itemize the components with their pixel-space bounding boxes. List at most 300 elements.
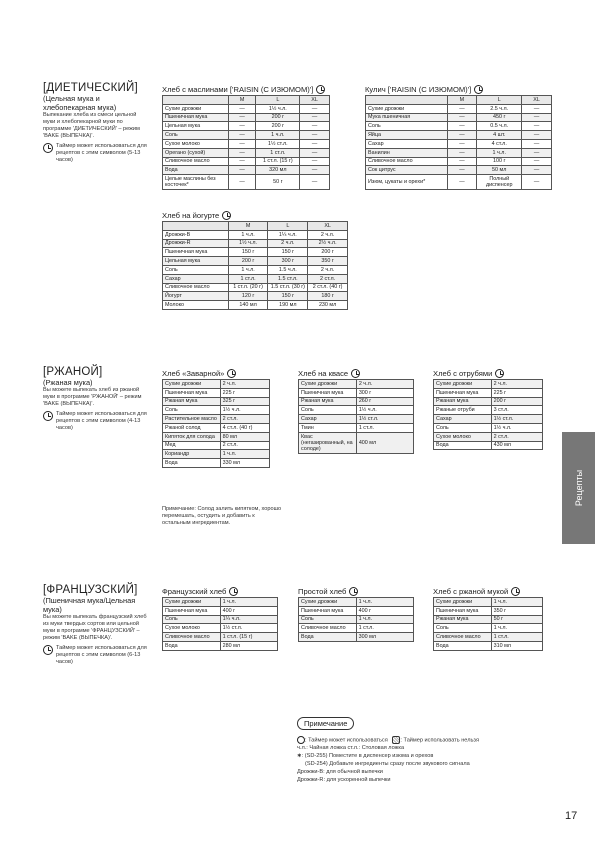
- ingredient-cell: Растительное масло: [163, 415, 221, 424]
- amount-cell: 0.5 ч.л.: [477, 122, 522, 131]
- amount-cell: 230 мл: [308, 301, 348, 310]
- amount-cell: 190 мл: [268, 301, 308, 310]
- note-line: Дрожжи-B: для обычной выпечки: [297, 769, 383, 776]
- recipe-title: [433, 368, 543, 379]
- ingredient-cell: Вода: [434, 441, 492, 450]
- table-row: [163, 274, 348, 283]
- note-line: : Таймер может использоваться: [305, 737, 388, 744]
- table-row: [163, 131, 330, 140]
- column-header: [163, 96, 229, 105]
- amount-cell: 2½ ч.л.: [308, 239, 348, 248]
- timer-note: [43, 411, 148, 432]
- amount-cell: 1 ч.л.: [228, 230, 268, 239]
- amount-cell: 2 ст.л.: [220, 441, 269, 450]
- amount-cell: 2 ч.л.: [220, 380, 269, 389]
- table-row: [366, 157, 552, 166]
- amount-cell: 1 ст.л.: [256, 148, 300, 157]
- table-row: [163, 606, 278, 615]
- section-description: Вы можете выпекать французский хлеб из муки твердых сортов или цельной муки в программе 'ФРАНЦУЗСКИЙ' – режим 'BAKE (ВЫПЕЧКА)'.: [43, 614, 147, 641]
- ingredient-cell: Ржаная мука: [163, 397, 221, 406]
- table-row: [366, 131, 552, 140]
- column-header: L: [477, 96, 522, 105]
- ingredient-cell: Соль: [163, 406, 221, 415]
- table-row: [434, 380, 543, 389]
- amount-cell: 1 ст.л.: [356, 423, 413, 432]
- table-row: [163, 624, 278, 633]
- note-line: (SD-254) Добавьте ингредиенты сразу после звукового сигнала: [305, 761, 470, 768]
- amount-cell: 1½ ст.л.: [256, 139, 300, 148]
- ingredient-cell: Кориандр: [163, 450, 221, 459]
- amount-cell: 300 г: [268, 257, 308, 266]
- section-subtitle: (Пшеничная мука/Цельная мука): [43, 596, 136, 614]
- amount-cell: —: [228, 131, 256, 140]
- amount-cell: 1 ч.л.: [220, 598, 277, 607]
- amount-cell: —: [522, 157, 552, 166]
- ingredient-cell: Вода: [434, 641, 492, 650]
- amount-cell: —: [228, 139, 256, 148]
- timer-clock-icon: [229, 587, 238, 596]
- table-row: [299, 388, 414, 397]
- recipe-title-text: Хлеб «Заварной»: [162, 369, 225, 378]
- amount-cell: —: [522, 175, 552, 190]
- timer-clock-icon: [297, 736, 305, 744]
- recipe-zavarnoy: [162, 368, 270, 468]
- recipe-title: [162, 586, 278, 597]
- table-row: [163, 139, 330, 148]
- table-row: [434, 397, 543, 406]
- amount-cell: 1.5 ст.л.: [268, 274, 308, 283]
- amount-cell: 4 ст.л. (40 г): [220, 423, 269, 432]
- section-description: Выпекание хлеба из смеси цельной муки и хлебопекарной муки по программе 'ДИЕТИЧЕСКИЙ' – режим 'BAKE (ВЫПЕЧКА)'.: [43, 112, 140, 139]
- table-row: [299, 624, 414, 633]
- table-row: [434, 432, 543, 441]
- ingredient-cell: Соль: [434, 423, 492, 432]
- timer-note-text: Таймер может использоваться для рецептов с этим символом (4-13 часов): [56, 411, 147, 431]
- table-row: [163, 175, 330, 190]
- table-row: [366, 113, 552, 122]
- table-row: [163, 257, 348, 266]
- ingredient-cell: Пшеничная мука: [434, 606, 492, 615]
- table-row: [163, 450, 270, 459]
- ingredient-cell: Сухие дрожжи: [434, 598, 492, 607]
- ingredient-cell: Сливочное масло: [434, 633, 492, 642]
- table-row: [366, 122, 552, 131]
- ingredient-cell: Тмин: [299, 423, 357, 432]
- table-row: [366, 148, 552, 157]
- recipe-title-text: Хлеб с ржаной мукой: [433, 587, 509, 596]
- amount-cell: 325 г: [220, 397, 269, 406]
- recipe-french: [162, 586, 278, 651]
- amount-cell: 4 ст.л.: [477, 139, 522, 148]
- table-row: [163, 423, 270, 432]
- amount-cell: —: [447, 122, 477, 131]
- amount-cell: 2 ч.л.: [308, 265, 348, 274]
- amount-cell: 80 мл: [220, 432, 269, 441]
- timer-clock-icon: [222, 211, 231, 220]
- ingredient-cell: Сухие дрожжи: [434, 380, 492, 389]
- ingredient-cell: Сухое молоко: [434, 432, 492, 441]
- amount-cell: 3 ст.л.: [491, 406, 542, 415]
- ingredient-cell: Йогурт: [163, 292, 229, 301]
- table-row: [163, 283, 348, 292]
- amount-cell: 430 мл: [491, 441, 542, 450]
- table-row: [163, 113, 330, 122]
- amount-cell: 350 г: [308, 257, 348, 266]
- amount-cell: —: [228, 157, 256, 166]
- ingredient-cell: Соль: [163, 615, 221, 624]
- amount-cell: —: [228, 175, 256, 190]
- table-row: [163, 301, 348, 310]
- timer-clock-icon: [43, 143, 53, 153]
- ingredient-cell: Сливочное масло: [163, 157, 229, 166]
- amount-cell: 1 ч.л.: [228, 265, 268, 274]
- amount-cell: —: [522, 113, 552, 122]
- note-line: Дрожжи-R: для ускоренной выпечки: [297, 777, 391, 784]
- column-header: XL: [522, 96, 552, 105]
- ingredient-cell: Соль: [163, 131, 229, 140]
- ingredient-cell: Соль: [366, 122, 448, 131]
- amount-cell: —: [522, 104, 552, 113]
- ingredient-cell: Сухое молоко: [163, 139, 229, 148]
- amount-cell: —: [447, 157, 477, 166]
- ingredient-cell: Пшеничная мука: [163, 388, 221, 397]
- amount-cell: —: [522, 139, 552, 148]
- ingredient-cell: Ржаная мука: [299, 397, 357, 406]
- section-diet: [43, 82, 148, 164]
- table-row: [366, 166, 552, 175]
- recipe-title: [298, 586, 414, 597]
- table-header-row: [163, 96, 330, 105]
- recipe-title: [433, 586, 543, 597]
- ingredient-cell: Сухое молоко: [163, 624, 221, 633]
- recipe-table: [365, 95, 552, 190]
- timer-clock-icon: [349, 587, 358, 596]
- amount-cell: 2 ст.л.: [220, 415, 269, 424]
- amount-cell: 1¼ ч.л.: [268, 230, 308, 239]
- amount-cell: —: [522, 148, 552, 157]
- section-description: Вы можете выпекать хлеб из ржаной муки в программе 'РЖАНОЙ' – режим 'BAKE (ВЫПЕЧКА)'.: [43, 387, 142, 407]
- column-header: L: [268, 222, 308, 231]
- section-title: [ФРАНЦУЗСКИЙ]: [43, 584, 138, 596]
- amount-cell: 1½ ч.л.: [356, 406, 413, 415]
- page-number: 17: [565, 810, 578, 822]
- ingredient-cell: Сухие дрожжи: [299, 598, 357, 607]
- section-title-text: ДИЕТИЧЕСКИЙ: [46, 82, 135, 94]
- ingredient-cell: Орегано (сухой): [163, 148, 229, 157]
- amount-cell: —: [447, 148, 477, 157]
- recipe-title-text: Хлеб на йогурте: [162, 211, 220, 220]
- ingredient-cell: Сахар: [163, 274, 229, 283]
- amount-cell: —: [300, 175, 330, 190]
- amount-cell: 1½ ч.л.: [220, 406, 269, 415]
- table-row: [299, 606, 414, 615]
- ingredient-cell: Соль: [299, 406, 357, 415]
- amount-cell: 150 г: [268, 248, 308, 257]
- recipe-table: [162, 95, 330, 190]
- ingredient-cell: Сухие дрожжи: [299, 380, 357, 389]
- ingredient-cell: Вода: [163, 641, 221, 650]
- table-row: [163, 397, 270, 406]
- section-title: [ДИЕТИЧЕСКИЙ]: [43, 82, 138, 94]
- ingredient-cell: Целые маслины без косточек*: [163, 175, 229, 190]
- recipe-title-text: Хлеб с маслинами ['RAISIN (С ИЗЮМОМ)']: [162, 85, 314, 94]
- table-row: [163, 388, 270, 397]
- column-header: XL: [300, 96, 330, 105]
- amount-cell: 140 мл: [228, 301, 268, 310]
- ingredient-cell: Сухие дрожжи: [366, 104, 448, 113]
- amount-cell: 330 мл: [220, 459, 269, 468]
- amount-cell: 180 г: [308, 292, 348, 301]
- ingredient-cell: Изюм, цукаты и орехи*: [366, 175, 448, 190]
- amount-cell: 50 г: [256, 175, 300, 190]
- recipe-title-text: Французский хлеб: [162, 587, 227, 596]
- column-header: M: [228, 222, 268, 231]
- amount-cell: 2 ч.л.: [356, 380, 413, 389]
- table-row: [163, 415, 270, 424]
- amount-cell: 400 г: [356, 606, 413, 615]
- table-row: [434, 441, 543, 450]
- column-header: L: [256, 96, 300, 105]
- timer-clock-icon: [316, 85, 325, 94]
- amount-cell: 2 ст.л. (40 г): [308, 283, 348, 292]
- amount-cell: 1 ч.л.: [356, 615, 413, 624]
- section-subtitle: (Ржаная мука): [43, 378, 93, 387]
- table-row: [299, 406, 414, 415]
- amount-cell: 2 ст.л.: [308, 274, 348, 283]
- ingredient-cell: Ржаные отруби: [434, 406, 492, 415]
- ingredient-cell: Вода: [163, 459, 221, 468]
- amount-cell: 450 г: [477, 113, 522, 122]
- section-french: [43, 584, 148, 666]
- ingredient-cell: Ванилин: [366, 148, 448, 157]
- table-row: [299, 397, 414, 406]
- amount-cell: 320 мл: [256, 166, 300, 175]
- note-line: : Таймер использовать нельзя: [400, 737, 479, 744]
- table-row: [163, 230, 348, 239]
- amount-cell: 225 г: [220, 388, 269, 397]
- table-row: [163, 239, 348, 248]
- note-line: ч.л.: Чайная ложка ст.л.: Столовая ложка: [297, 745, 405, 752]
- amount-cell: —: [447, 113, 477, 122]
- timer-clock-icon: [227, 369, 236, 378]
- table-header-row: [366, 96, 552, 105]
- table-row: [163, 104, 330, 113]
- ingredient-cell: Яйца: [366, 131, 448, 140]
- table-row: [163, 265, 348, 274]
- ingredient-cell: Сахар: [299, 415, 357, 424]
- ingredient-cell: Сливочное масло: [163, 633, 221, 642]
- ingredient-cell: Молоко: [163, 301, 229, 310]
- amount-cell: —: [300, 166, 330, 175]
- table-row: [434, 641, 543, 650]
- ingredient-cell: Сахар: [366, 139, 448, 148]
- amount-cell: 200 г: [308, 248, 348, 257]
- table-header-row: [163, 222, 348, 231]
- timer-note-text: Таймер может использоваться для рецептов с этим символом (5-13 часов): [56, 143, 147, 163]
- table-row: [434, 406, 543, 415]
- amount-cell: 2 ст.л.: [491, 432, 542, 441]
- amount-cell: —: [522, 166, 552, 175]
- amount-cell: 1½ ст.л.: [491, 415, 542, 424]
- table-row: [366, 175, 552, 190]
- table-row: [163, 292, 348, 301]
- recipe-title-text: Хлеб на квасе: [298, 369, 349, 378]
- ingredient-cell: Ржаная мука: [434, 397, 492, 406]
- note-star-line: [297, 752, 527, 760]
- recipe-bran: [433, 368, 543, 450]
- amount-cell: 280 мл: [220, 641, 277, 650]
- table-row: [299, 633, 414, 642]
- timer-clock-icon: [43, 411, 53, 421]
- ingredient-cell: Пшеничная мука: [163, 248, 229, 257]
- ingredient-cell: Пшеничная мука: [163, 606, 221, 615]
- zavarnoy-note: Примечание: Солод залить кипятком, хорошо перемешать, остудить и добавить к остальным ингредиентам.: [162, 506, 282, 526]
- table-row: [163, 166, 330, 175]
- timer-note: [43, 143, 148, 164]
- amount-cell: —: [228, 122, 256, 131]
- amount-cell: 100 г: [477, 157, 522, 166]
- amount-cell: 1½ ст.л.: [220, 624, 277, 633]
- amount-cell: —: [300, 148, 330, 157]
- amount-cell: 300 г: [356, 388, 413, 397]
- table-row: [163, 406, 270, 415]
- ingredient-cell: Сливочное масло: [163, 283, 229, 292]
- amount-cell: —: [447, 166, 477, 175]
- section-rye: [43, 366, 148, 432]
- amount-cell: 50 г: [491, 615, 542, 624]
- note-timer-line: [297, 736, 527, 744]
- amount-cell: 1 ч.л.: [220, 450, 269, 459]
- amount-cell: 1 ст.л.: [356, 624, 413, 633]
- recipe-yogurt: [162, 210, 348, 310]
- timer-clock-icon: [351, 369, 360, 378]
- recipe-table: [162, 379, 270, 468]
- amount-cell: 1 ч.л.: [256, 131, 300, 140]
- table-row: [434, 423, 543, 432]
- ingredient-cell: Вода: [163, 166, 229, 175]
- ingredient-cell: Пшеничная мука: [163, 113, 229, 122]
- ingredient-cell: Сливочное масло: [299, 624, 357, 633]
- recipe-ryeflour: [433, 586, 543, 651]
- table-row: [163, 615, 278, 624]
- table-row: [163, 641, 278, 650]
- recipe-kulich: [365, 84, 552, 190]
- table-row: [366, 139, 552, 148]
- timer-clock-icon: [474, 85, 483, 94]
- table-row: [434, 615, 543, 624]
- note-lines: [297, 736, 527, 784]
- table-row: [434, 624, 543, 633]
- recipe-table: [162, 597, 278, 651]
- ingredient-cell: Сухие дрожжи: [163, 598, 221, 607]
- amount-cell: 1½ ст.л.: [356, 415, 413, 424]
- ingredient-cell: Сок цитрус: [366, 166, 448, 175]
- ingredient-cell: Мед: [163, 441, 221, 450]
- amount-cell: —: [300, 131, 330, 140]
- amount-cell: 150 г: [228, 248, 268, 257]
- ingredient-cell: Сухие дрожжи: [163, 380, 221, 389]
- amount-cell: —: [228, 166, 256, 175]
- amount-cell: 400 мл: [356, 432, 413, 453]
- amount-cell: 1½ ч.л.: [256, 104, 300, 113]
- amount-cell: 310 мл: [491, 641, 542, 650]
- table-row: [299, 415, 414, 424]
- amount-cell: 200 г: [256, 113, 300, 122]
- table-row: [163, 633, 278, 642]
- recipe-title: [162, 210, 348, 221]
- amount-cell: —: [522, 122, 552, 131]
- amount-cell: 400 г: [220, 606, 277, 615]
- column-header: M: [228, 96, 256, 105]
- amount-cell: Полный диспенсер: [477, 175, 522, 190]
- table-row: [163, 248, 348, 257]
- table-row: [366, 104, 552, 113]
- ingredient-cell: Цельная мука: [163, 257, 229, 266]
- amount-cell: 1 ст.л. (20 г): [228, 283, 268, 292]
- table-row: [163, 598, 278, 607]
- amount-cell: —: [228, 148, 256, 157]
- amount-cell: 225 г: [491, 388, 542, 397]
- recipe-kvas: [298, 368, 414, 454]
- amount-cell: —: [300, 113, 330, 122]
- amount-cell: 1.5 ч.л.: [268, 265, 308, 274]
- ingredient-cell: Мука пшеничная: [366, 113, 448, 122]
- ingredient-cell: Вода: [299, 633, 357, 642]
- amount-cell: 150 г: [268, 292, 308, 301]
- table-row: [163, 122, 330, 131]
- ingredient-cell: Сливочное масло: [366, 157, 448, 166]
- star-symbol: ∗: [297, 753, 302, 760]
- amount-cell: 1½ ч.л.: [228, 239, 268, 248]
- amount-cell: 260 г: [356, 397, 413, 406]
- amount-cell: 1 ст.л.: [228, 274, 268, 283]
- section-subtitle: (Цельная мука и хлебопекарная мука): [43, 94, 117, 112]
- amount-cell: 1.5 ст.л. (30 г): [268, 283, 308, 292]
- ingredient-cell: Квас (негазированный, на солоде): [299, 432, 357, 453]
- amount-cell: 200 г: [256, 122, 300, 131]
- amount-cell: 50 мл: [477, 166, 522, 175]
- recipe-table: [298, 597, 414, 642]
- ingredient-cell: Соль: [434, 624, 492, 633]
- column-header: M: [447, 96, 477, 105]
- recipe-simple: [298, 586, 414, 642]
- table-row: [299, 423, 414, 432]
- ingredient-cell: Сахар: [434, 415, 492, 424]
- ingredient-cell: Цельная мука: [163, 122, 229, 131]
- table-row: [434, 415, 543, 424]
- amount-cell: 1¼ ч.л.: [220, 615, 277, 624]
- table-row: [434, 606, 543, 615]
- table-row: [434, 598, 543, 607]
- amount-cell: 1 ч.л.: [491, 624, 542, 633]
- amount-cell: —: [447, 131, 477, 140]
- recipe-title-text: Кулич ['RAISIN (С ИЗЮМОМ)']: [365, 85, 472, 94]
- amount-cell: —: [228, 104, 256, 113]
- column-header: [163, 222, 229, 231]
- table-row: [434, 633, 543, 642]
- recipe-title: [162, 84, 330, 95]
- column-header: [366, 96, 448, 105]
- amount-cell: —: [228, 113, 256, 122]
- note-title: Примечание: [297, 717, 354, 730]
- recipe-table: [162, 221, 348, 310]
- ingredient-cell: Ржаной солод: [163, 423, 221, 432]
- section-title-text: РЖАНОЙ: [46, 366, 99, 378]
- amount-cell: —: [447, 139, 477, 148]
- ingredient-cell: Дрожжи-R: [163, 239, 229, 248]
- amount-cell: 4 шт.: [477, 131, 522, 140]
- table-row: [163, 441, 270, 450]
